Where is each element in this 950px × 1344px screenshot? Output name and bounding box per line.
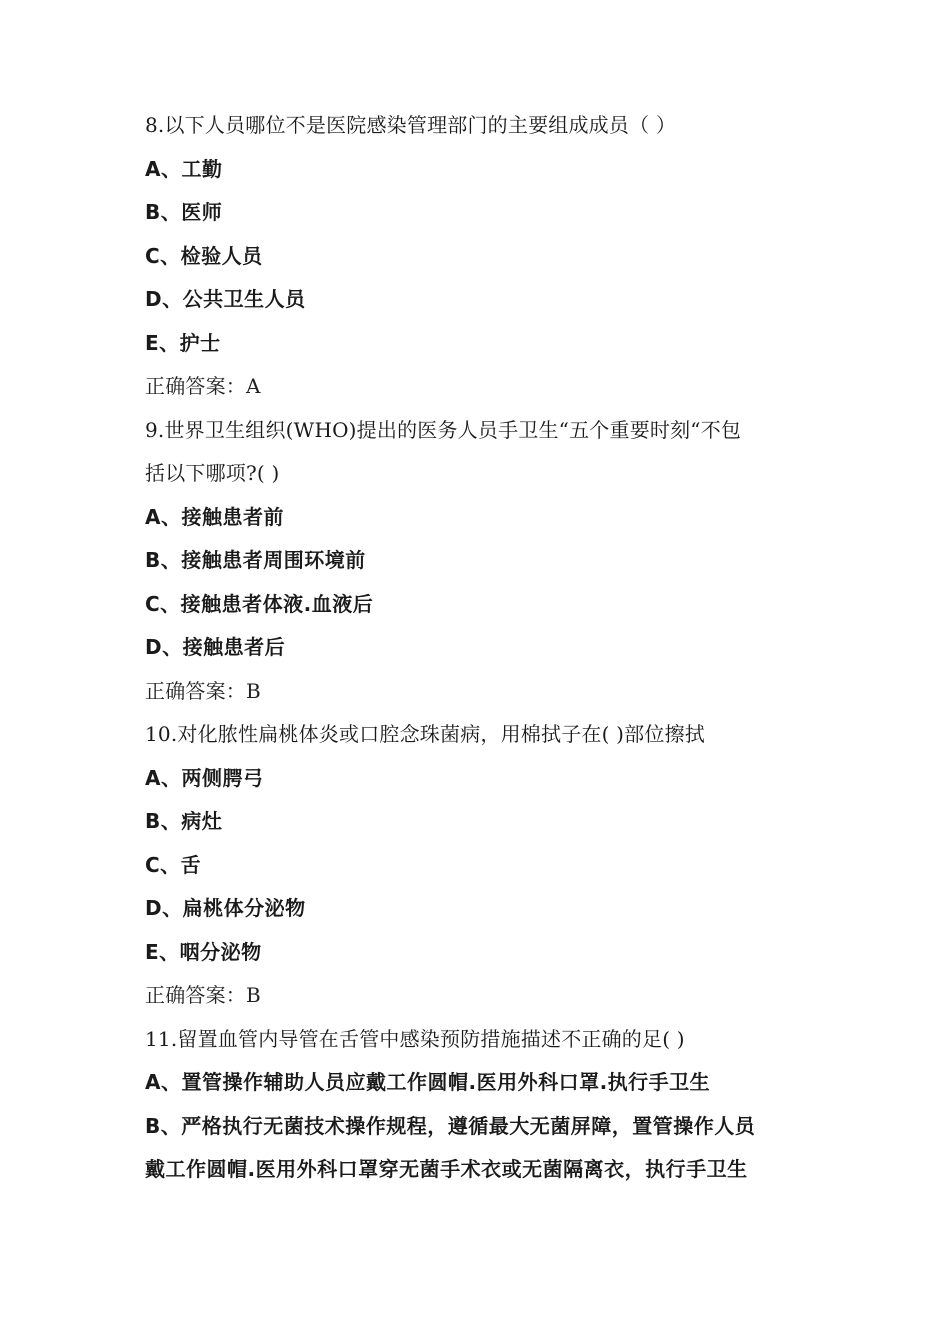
- option-a: A、置管操作辅助人员应戴工作圆帽.医用外科口罩.执行手卫生: [145, 1070, 711, 1094]
- option-e: E、咽分泌物: [145, 939, 262, 964]
- option-c: C、接触患者体液.血液后: [145, 591, 374, 616]
- option-a: A、工勤: [145, 156, 223, 181]
- option-c: C、舌: [145, 852, 202, 877]
- correct-answer: 正确答案：B: [145, 983, 261, 1007]
- correct-answer: 正确答案：A: [145, 374, 261, 398]
- option-a: A、两侧腭弓: [145, 765, 264, 790]
- option-c: C、检验人员: [145, 243, 263, 268]
- option-b: B、医师: [145, 200, 223, 224]
- question-text: 10.对化脓性扁桃体炎或口腔念珠菌病，用棉拭子在( )部位擦拭: [145, 722, 705, 746]
- question-9: [145, 409, 810, 714]
- question-8: [145, 104, 810, 409]
- option-d: D、接触患者后: [145, 635, 286, 659]
- question-text: 9.世界卫生组织(WHO)提出的医务人员手卫生“五个重要时刻“不包: [145, 417, 742, 442]
- correct-answer: 正确答案：B: [145, 678, 261, 703]
- option-d: D、公共卫生人员: [145, 287, 306, 311]
- option-d: D、扁桃体分泌物: [145, 896, 306, 920]
- option-b: B、严格执行无菌技术操作规程，遵循最大无菌屏障，置管操作人员: [145, 1113, 756, 1138]
- option-a: A、接触患者前: [145, 504, 284, 529]
- question-text: 8.以下人员哪位不是医院感染管理部门的主要组成成员（ ）: [145, 113, 677, 137]
- question-text-continued: 括以下哪项?( ): [145, 461, 280, 485]
- question-11: [145, 1018, 810, 1192]
- option-b: B、病灶: [145, 809, 223, 833]
- option-b: B、接触患者周围环境前: [145, 548, 366, 572]
- option-b-continued: 戴工作圆帽.医用外科口罩穿无菌手术衣或无菌隔离衣，执行手卫生: [145, 1157, 748, 1181]
- option-e: E、护士: [145, 330, 221, 355]
- question-10: [145, 713, 810, 1018]
- question-text: 11.留置血管内导管在舌管中感染预防措施描述不正确的足( ): [145, 1026, 685, 1051]
- question-list: [145, 104, 810, 1192]
